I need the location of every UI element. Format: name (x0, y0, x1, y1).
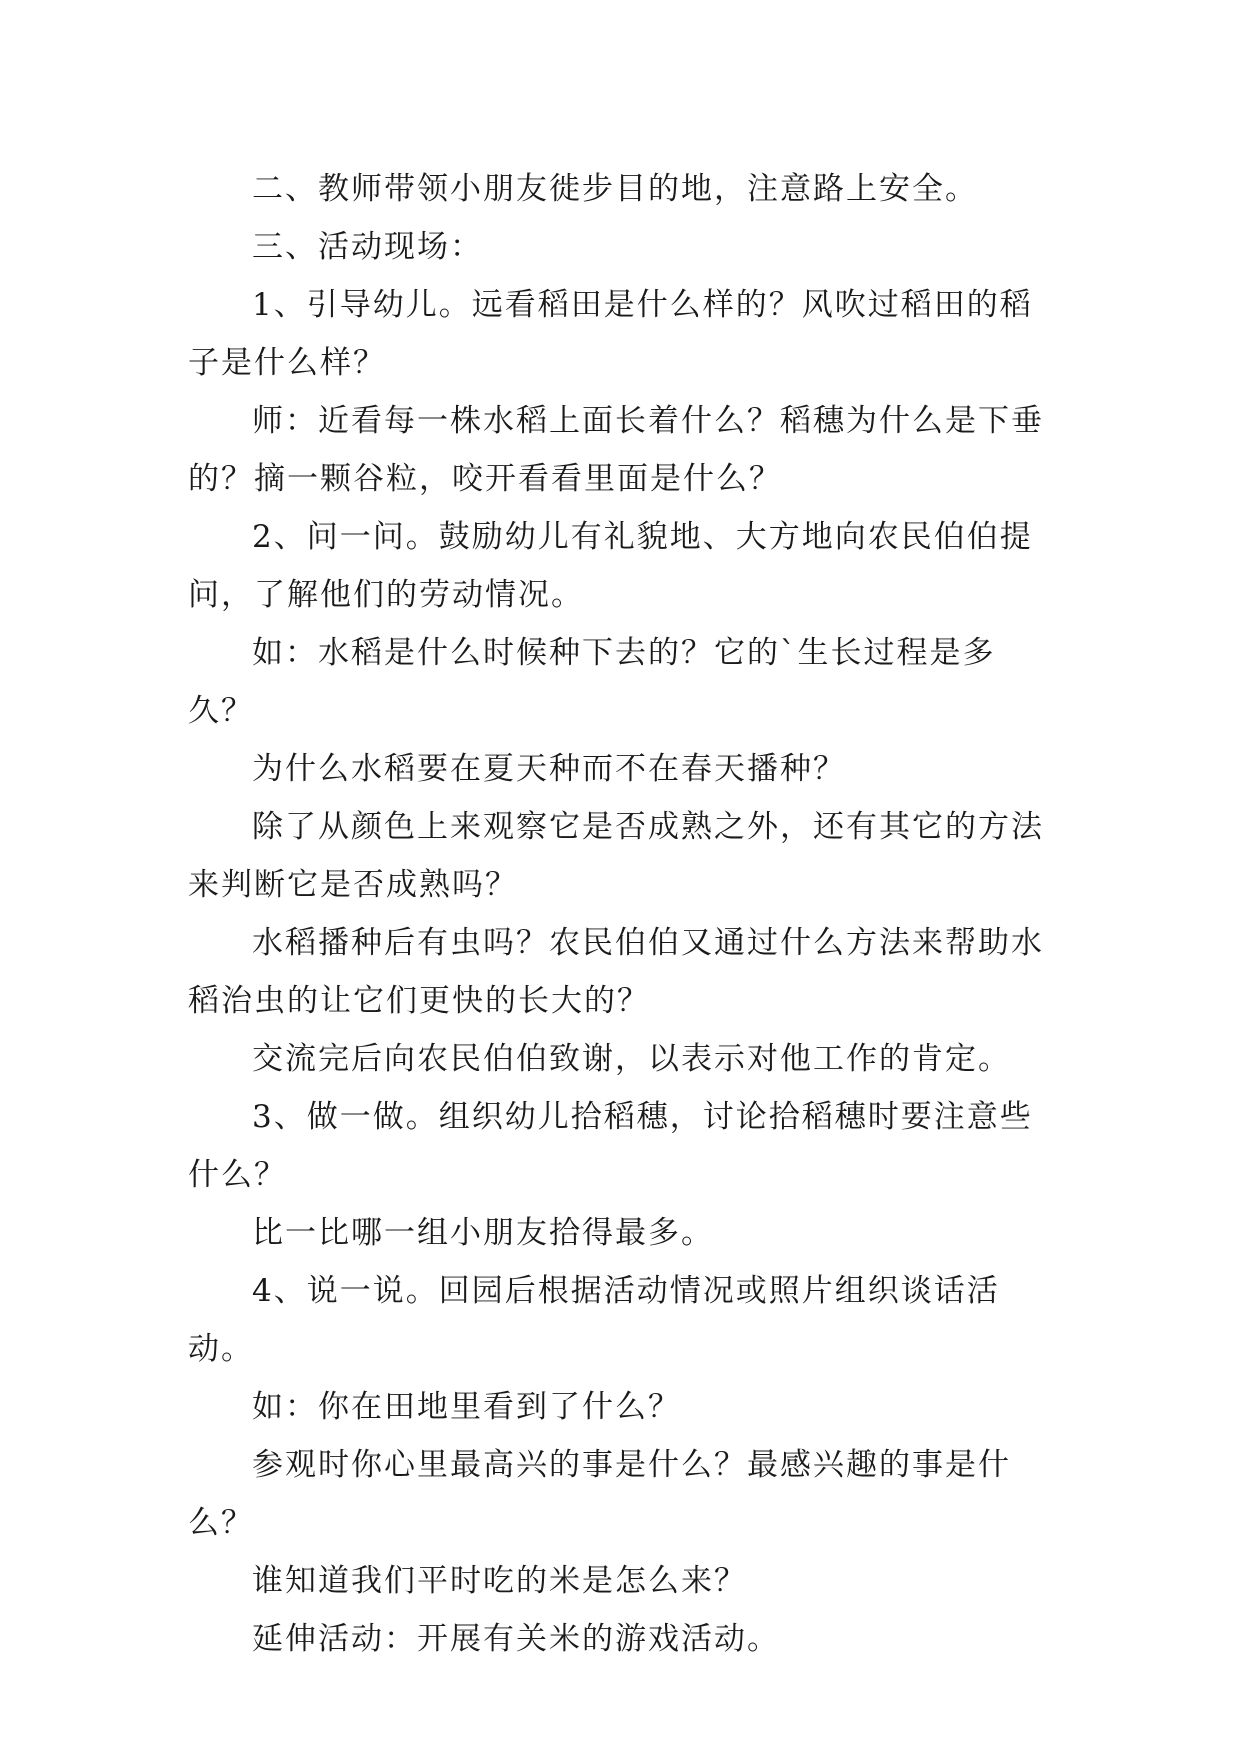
paragraph-step-do: 3、做一做。组织幼儿拾稻穗，讨论拾稻穗时要注意些什么？ (188, 1099, 1033, 1193)
paragraph-compare: 比一比哪一组小朋友拾得最多。 (252, 1215, 714, 1251)
paragraph-walk-safety: 二、教师带领小朋友徙步目的地，注意路上安全。 (252, 171, 978, 207)
paragraph-question-field: 如：你在田地里看到了什么？ (252, 1389, 681, 1425)
paragraph-question-planting-time: 如：水稻是什么时候种下去的？它的`生长过程是多久？ (188, 635, 996, 729)
paragraph-section-activity-site: 三、活动现场： (252, 229, 483, 265)
paragraph-extension-activity: 延伸活动：开展有关米的游戏活动。 (252, 1621, 780, 1657)
paragraph-question-rice-origin: 谁知道我们平时吃的米是怎么来？ (252, 1563, 747, 1599)
paragraph-step-ask: 2、问一问。鼓励幼儿有礼貌地、大方地向农民伯伯提问，了解他们的劳动情况。 (188, 519, 1033, 613)
document-page (188, 160, 1060, 1668)
paragraph-teacher-questions: 师：近看每一株水稻上面长着什么？稻穗为什么是下垂的？摘一颗谷粒，咬开看看里面是什么？ (188, 403, 1044, 497)
paragraph-thanks: 交流完后向农民伯伯致谢，以表示对他工作的肯定。 (252, 1041, 1011, 1077)
paragraph-step-guide: 1、引导幼儿。远看稻田是什么样的？风吹过稻田的稻子是什么样？ (188, 287, 1033, 381)
paragraph-question-happiest: 参观时你心里最高兴的事是什么？最感兴趣的事是什么？ (188, 1447, 1011, 1541)
paragraph-question-pests: 水稻播种后有虫吗？农民伯伯又通过什么方法来帮助水稻治虫的让它们更快的长大的？ (188, 925, 1044, 1019)
paragraph-step-talk: 4、说一说。回园后根据活动情况或照片组织谈话活动。 (188, 1273, 1000, 1367)
paragraph-question-ripeness: 除了从颜色上来观察它是否成熟之外，还有其它的方法来判断它是否成熟吗？ (188, 809, 1044, 903)
paragraph-question-season: 为什么水稻要在夏天种而不在春天播种？ (252, 751, 846, 787)
